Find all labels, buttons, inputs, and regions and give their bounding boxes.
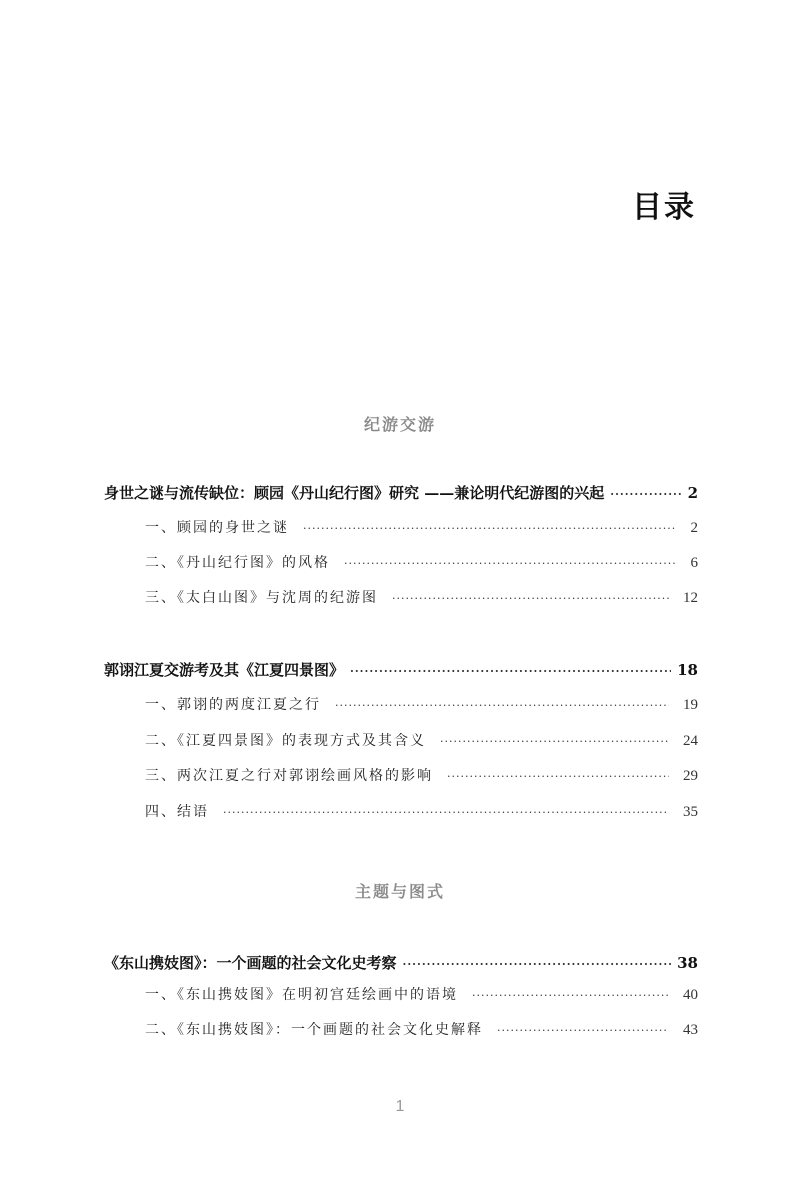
item-page: 2 [690,520,698,536]
item-title: 二、《东山携妓图》：一个画题的社会文化史解释 [145,1022,483,1038]
item-title: 三、《太白山图》与沈周的纪游图 [145,590,378,606]
leader-dots [440,735,669,748]
toc-chapter[interactable] [104,659,698,680]
section-heading: 主题与图式 [354,882,445,901]
leader-dots [610,488,681,501]
item-title: 二、《江夏四景图》的表现方式及其含义 [145,733,426,749]
item-title: 一、顾园的身世之谜 [145,520,289,536]
toc-item[interactable] [145,552,698,572]
item-page: 24 [683,733,698,749]
item-title: 一、郭诩的两度江夏之行 [145,697,321,713]
item-page: 29 [683,768,698,784]
item-title: 四、结语 [145,804,209,820]
toc-item[interactable] [145,1019,698,1039]
leader-dots [350,665,671,678]
leader-dots [403,958,672,971]
chapter-page: 18 [677,661,698,679]
item-page: 35 [683,804,698,820]
leader-dots [335,699,669,712]
leader-dots [497,1024,669,1037]
page-number: 1 [395,1098,405,1115]
item-page: 12 [683,590,698,606]
toc-item[interactable] [145,587,698,607]
section-heading: 纪游交游 [363,415,436,434]
item-title: 二、《丹山纪行图》的风格 [145,555,330,571]
leader-dots [392,592,669,605]
toc-item[interactable] [145,801,698,821]
toc-chapter[interactable] [104,482,698,503]
chapter-title: 《东山携妓图》：一个画题的社会文化史考察 [104,954,397,972]
chapter-page: 2 [687,484,698,502]
leader-dots [447,770,669,783]
leader-dots [344,557,677,570]
toc-chapter[interactable] [104,952,698,973]
item-page: 19 [683,697,698,713]
leader-dots [472,989,669,1002]
leader-dots [223,806,669,819]
item-page: 40 [683,987,698,1003]
toc-item[interactable] [145,730,698,750]
chapter-title: 身世之谜与流传缺位：顾园《丹山纪行图》研究 ——兼论明代纪游图的兴起 [104,484,605,502]
toc-item[interactable] [145,765,698,785]
item-page: 6 [690,555,698,571]
chapter-page: 38 [677,954,698,972]
item-title: 一、《东山携妓图》在明初宫廷绘画中的语境 [145,987,458,1003]
chapter-title: 郭诩江夏交游考及其《江夏四景图》 [104,661,345,679]
page-title: 目录 [632,190,696,225]
item-title: 三、两次江夏之行对郭诩绘画风格的影响 [145,768,433,784]
toc-item[interactable] [145,984,698,1004]
leader-dots [303,522,677,535]
toc-item[interactable] [145,694,698,714]
item-page: 43 [683,1022,698,1038]
toc-item[interactable] [145,517,698,537]
